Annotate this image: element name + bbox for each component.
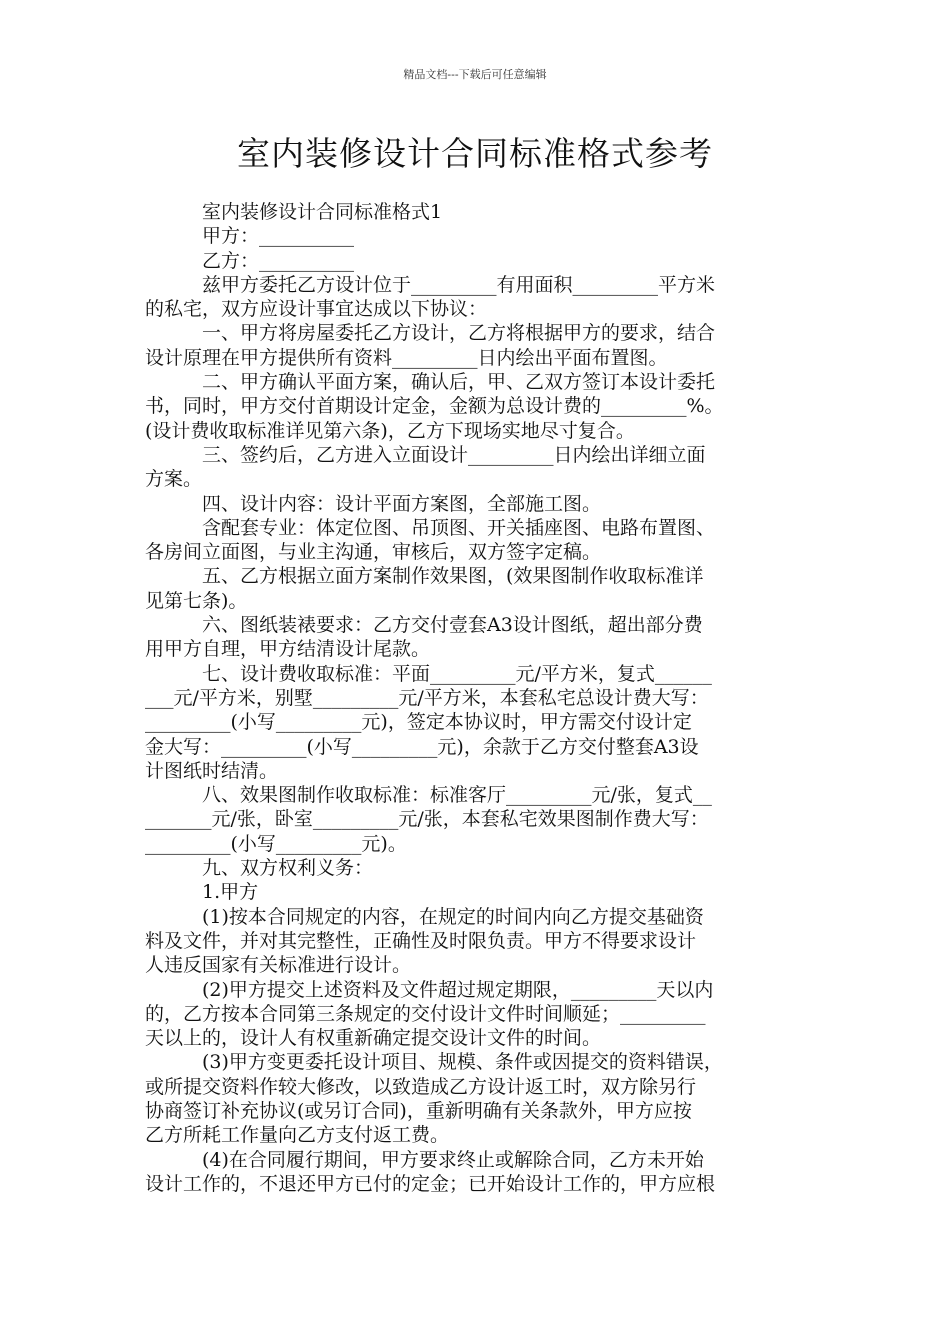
text-line: 含配套专业：体定位图、吊顶图、开关插座图、电路布置图、 — [145, 516, 716, 539]
text-line: 用甲方自理，甲方结清设计尾款。 — [145, 638, 431, 661]
text-line: 五、乙方根据立面方案制作效果图，(效果图制作收取标准详 — [145, 565, 704, 588]
text-line: 设计工作的，不退还甲方已付的定金；已开始设计工作的，甲方应根 — [145, 1172, 716, 1195]
text-line: 的私宅，双方应设计事宜达成以下协议： — [145, 298, 488, 321]
text-line: 方案。 — [145, 468, 203, 491]
text-line: 计图纸时结清。 — [145, 759, 279, 782]
text-line: 金大写：_________(小写_________元)，余款于乙方交付整套A3设 — [145, 735, 699, 758]
text-line: 九、双方权利义务： — [145, 857, 374, 880]
text-line: 四、设计内容：设计平面方案图，全部施工图。 — [145, 492, 602, 515]
document-title: 室内装修设计合同标准格式参考 — [237, 134, 713, 173]
text-line: (2)甲方提交上述资料及文件超过规定期限，_________天以内 — [145, 978, 714, 1001]
text-line: (4)在合同履行期间，甲方要求终止或解除合同，乙方未开始 — [145, 1148, 704, 1171]
text-line: 八、效果图制作收取标准：标准客厅_________元/张，复式__ — [145, 784, 712, 807]
text-line: 设计原理在甲方提供所有资料_________日内绘出平面布置图。 — [145, 346, 668, 369]
text-line: 甲方：__________ — [145, 225, 355, 248]
page-header: 精品文档---下载后可任意编辑 — [403, 68, 547, 81]
text-line: 料及文件，并对其完整性，正确性及时限负责。甲方不得要求设计 — [145, 929, 697, 952]
text-line: 各房间立面图，与业主沟通，审核后，双方签字定稿。 — [145, 541, 602, 564]
text-line: ___元/平方米，别墅_________元/平方米，本套私宅总设计费大写： — [145, 686, 709, 709]
text-line: 书，同时，甲方交付首期设计定金，金额为总设计费的_________%。 — [145, 395, 724, 418]
text-line: 见第七条)。 — [145, 589, 248, 612]
text-line: _______元/张，卧室_________元/张，本套私宅效果图制作费大写： — [145, 808, 709, 831]
text-line: _________(小写_________元)。 — [145, 832, 407, 855]
text-line: 乙方所耗工作量向乙方支付返工费。 — [145, 1124, 450, 1147]
text-line: 室内装修设计合同标准格式1 — [145, 201, 443, 223]
text-line: 六、图纸装裱要求：乙方交付壹套A3设计图纸，超出部分费 — [145, 614, 703, 637]
text-line: 一、甲方将房屋委托乙方设计，乙方将根据甲方的要求，结合 — [145, 322, 716, 345]
text-line: 协商签订补充协议(或另订合同)，重新明确有关条款外，甲方应按 — [145, 1099, 692, 1122]
text-line: 兹甲方委托乙方设计位于_________有用面积_________平方米 — [145, 273, 716, 296]
text-line: 的，乙方按本合同第三条规定的交付设计文件时间顺延；_________ — [145, 1002, 706, 1025]
text-line: 1.甲方 — [145, 881, 259, 904]
text-line: (设计费收取标准详见第六条)，乙方下现场实地尽寸复合。 — [145, 419, 635, 442]
text-line: (1)按本合同规定的内容，在规定的时间内向乙方提交基础资 — [145, 905, 704, 928]
text-line: 七、设计费收取标准：平面_________元/平方米，复式______ — [145, 662, 712, 685]
text-line: (3)甲方变更委托设计项目、规模、条件或因提交的资料错误， — [145, 1051, 723, 1074]
text-line: 人违反国家有关标准进行设计。 — [145, 954, 412, 977]
text-line: 或所提交资料作较大修改，以致造成乙方设计返工时，双方除另行 — [145, 1075, 697, 1098]
document-body — [145, 200, 810, 1196]
text-line: 三、签约后，乙方进入立面设计_________日内绘出详细立面 — [145, 443, 706, 466]
text-line: 二、甲方确认平面方案，确认后，甲、乙双方签订本设计委托 — [145, 371, 716, 394]
text-line: 天以上的，设计人有权重新确定提交设计文件的时间。 — [145, 1027, 602, 1050]
text-line: 乙方：__________ — [145, 249, 355, 272]
text-line: _________(小写_________元)，签定本协议时，甲方需交付设计定 — [145, 711, 692, 734]
